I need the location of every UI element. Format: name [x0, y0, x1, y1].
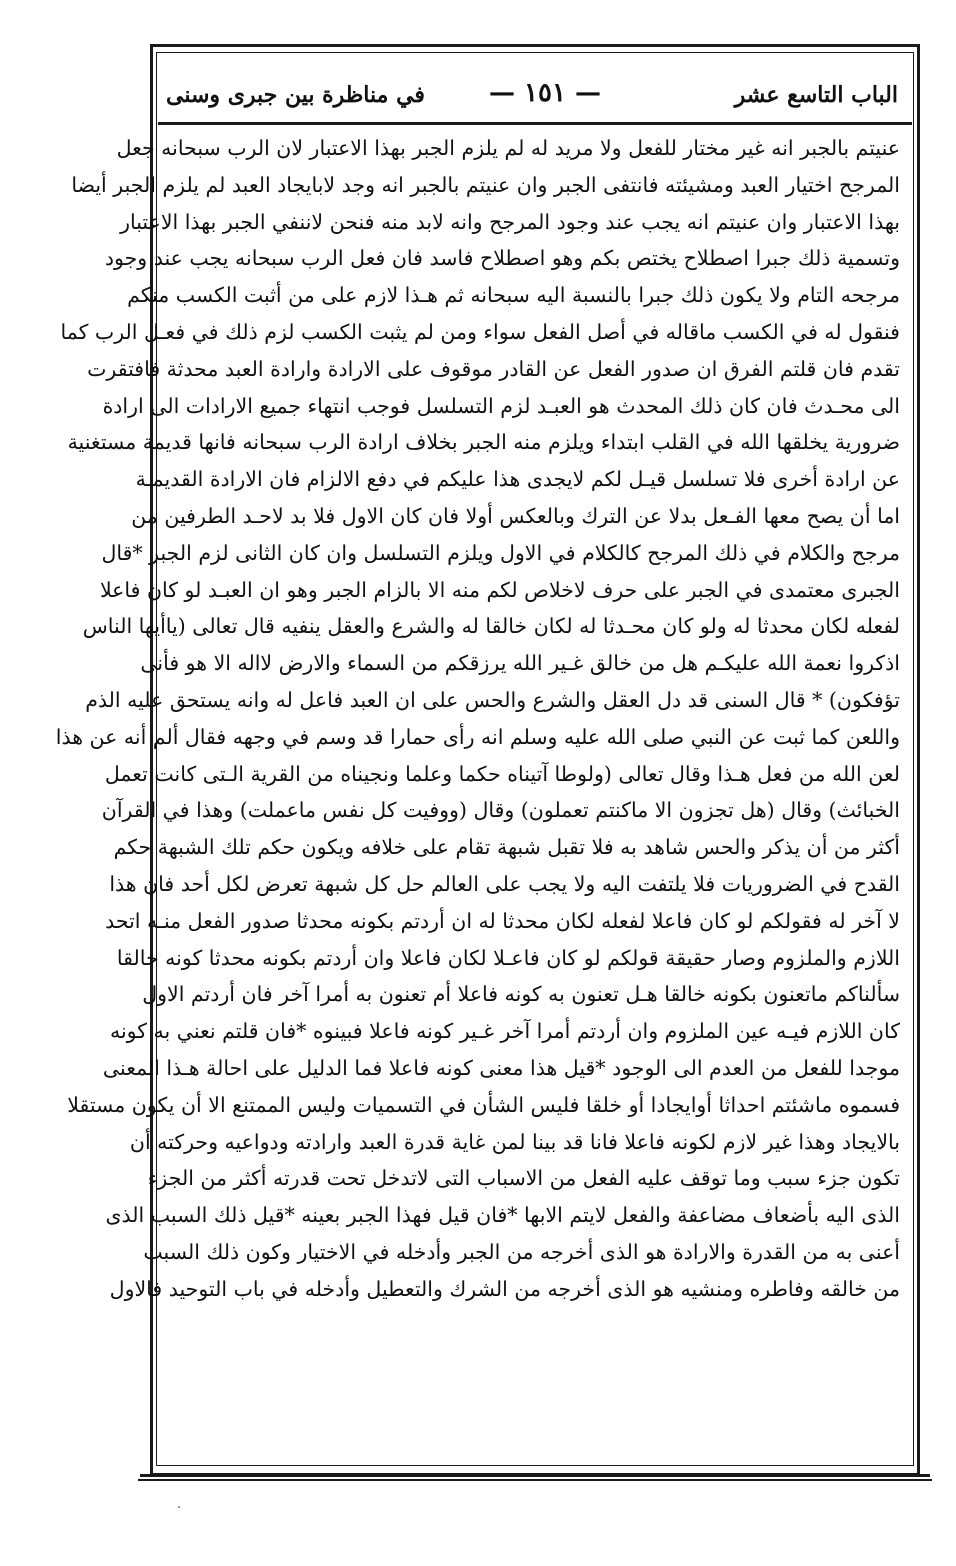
running-header — [160, 64, 910, 124]
text-line: أكثر من أن يذكر والحس شاهد به فلا تقبل شبهة تقام على خلافه ويكون حكم تلك الشبهة حكم — [113, 835, 900, 860]
bottom-rule-double — [138, 1479, 932, 1481]
text-line: مرجح والكلام في ذلك المرجح كالكلام في الاول ويلزم التسلسل وان كان الثانى لزم الجبر *قال — [101, 540, 900, 565]
text-line: تكون جزء سبب وما توقف عليه الفعل من الاسباب التى لاتدخل تحت قدرته أكثر من الجزء — [147, 1166, 900, 1191]
text-line: لعن الله من فعل هـذا وقال تعالى (ولوطا آتيناه حكما وعلما ونجيناه من القرية الـتى كانت تعمل — [104, 761, 900, 786]
header-rule — [158, 122, 912, 125]
text-line: لفعله لكان محدثا له ولو كان محـدثا له لكان خالقا له والشرع والعقل ينفيه قال تعالى (ياأيها الناس — [82, 614, 900, 639]
text-line: اذكروا نعمة الله عليكـم هل من خالق غـير الله يرزقكم من السماء والارض لااله الا هو فأنى — [140, 651, 900, 676]
body-text — [55, 130, 900, 1458]
text-line: فسموه ماشئتم احداثا أوايجادا أو خلقا فليس الشأن في التسميات وليس الممتنع الا أن يكون مستقلا — [67, 1092, 900, 1117]
scan-speck — [178, 1506, 180, 1508]
text-line: الجبرى معتمدى في الجبر على حرف لاخلاص لكم منه الا بالزام الجبر وهو ان العبـد لو كان فاعلا — [99, 577, 900, 602]
text-line: بالايجاد وهذا غير لازم لكونه فاعلا فانا قد بينا لمن غاية قدرة العبد وارادته ودواعيه وحركته أن — [129, 1129, 900, 1154]
text-line: واللعن كما ثبت عن النبي صلى الله عليه وسلم انه رأى حمارا قد وسم في وجهه فقال ألم أنه عن هذا — [55, 724, 900, 749]
text-line: مرجحه التام ولا يكون ذلك جبرا بالنسبة اليه سبحانه ثم هـذا لازم على من أثبت الكسب منكم — [127, 283, 900, 308]
text-line: ضرورية يخلقها الله في القلب ابتداء ويلزم منه الجبر بخلاف ارادة الرب سبحانه فانها قديمة مستغنية — [67, 430, 900, 455]
text-line: وتسمية ذلك جبرا اصطلاح يختص بكم وهو اصطلاح فاسد فان فعل الرب سبحانه يجب عند وجود — [104, 246, 900, 271]
text-line: الذى اليه بأضعاف مضاعفة والفعل لايتم الابها *فان قيل فهذا الجبر بعينه *قيل ذلك السبب الذى — [105, 1203, 900, 1228]
text-line: سألناكم ماتعنون بكونه خالقا هـل تعنون به كونه فاعلا أم تعنون به أمرا آخر فان أردتم الاول — [142, 982, 900, 1007]
text-line: موجدا للفعل من العدم الى الوجود *قيل هذا معنى كونه فاعلا فما الدليل على احالة هـذا المعنى — [102, 1055, 900, 1080]
page-number: — ١٥١ — — [488, 78, 602, 108]
text-line: كان اللازم فيـه عين الملزوم وان أردتم أمرا آخر غـير كونه فاعلا فبينوه *فان قلتم نعني به كونه — [109, 1019, 900, 1044]
section-title: في مناظرة بين جبرى وسنى — [166, 82, 425, 108]
text-line: فنقول له في الكسب ماقاله في أصل الفعل سواء ومن لم يثبت الكسب لزم ذلك في فعـل الرب كما — [60, 319, 900, 344]
text-line: تؤفكون) * قال السنى قد دل العقل والشرع والحس على ان العبد فاعل له وانه يستحق عليه الذم — [85, 687, 900, 712]
bottom-rule — [140, 1474, 930, 1477]
text-line: عنيتم بالجبر انه غير مختار للفعل ولا مريد له لم يلزم الجبر بهذا الاعتبار لان الرب سبحانه جعل — [116, 136, 900, 160]
text-line: اما أن يصح معها الفـعل بدلا عن الترك وبالعكس أولا فان كان الاول فلا بد لاحـد الطرفين من — [131, 503, 900, 528]
text-line: من خالقه وفاطره ومنشيه هو الذى أخرجه من الشرك والتعطيل وأدخله في باب التوحيد فالاول — [109, 1276, 900, 1301]
text-line: اللازم والملزوم وصار حقيقة قولكم لو كان فاعـلا لكان فاعلا وان أردتم بكونه محدثا كونه خالقا — [116, 945, 900, 970]
text-line: الى محـدث فان كان ذلك المحدث هو العبـد لزم التسلسل فوجب انتهاء جميع الارادات الى ارادة — [102, 393, 900, 418]
text-line: عن ارادة أخرى فلا تسلسل قيـل لكم لايجدى هذا عليكم في دفع الالزام فان الارادة القديمـة — [135, 467, 900, 492]
text-line: بهذا الاعتبار وان عنيتم انه يجب عند وجود المرجح وانه لابد منه فنحن لاننفي الجبر بهذا الاعتبار — [120, 209, 900, 234]
chapter-title: الباب التاسع عشر — [734, 82, 898, 108]
text-line: أعنى به من القدرة والارادة هو الذى أخرجه من الجبر وأدخله في الاختيار وكون ذلك السبب — [143, 1239, 900, 1264]
text-line: الخبائث) وقال (هل تجزون الا ماكنتم تعملون) وقال (ووفيت كل نفس ماعملت) وهذا في القرآن — [101, 798, 900, 823]
text-line: تقدم فان قلتم الفرق ان صدور الفعل عن القادر موقوف على الارادة وارادة العبد محدثة فافتقرت — [87, 356, 900, 381]
text-line: لا آخر له فقولكم لو كان فاعلا لفعله لكان محدثا له ان أردتم بكونه محدثا صدور الفعل منـه اتحد — [105, 908, 900, 933]
text-line: المرجح اختيار العبد ومشيئته فانتفى الجبر وان عنيتم بالجبر انه وجد لابايجاد العبد لم يلزم الجبر أيضا — [71, 172, 900, 197]
text-line: القدح في الضروريات فلا يلتفت اليه ولا يجب على العالم حل كل شبهة تعرض لكل أحد فان هذا — [109, 871, 900, 896]
